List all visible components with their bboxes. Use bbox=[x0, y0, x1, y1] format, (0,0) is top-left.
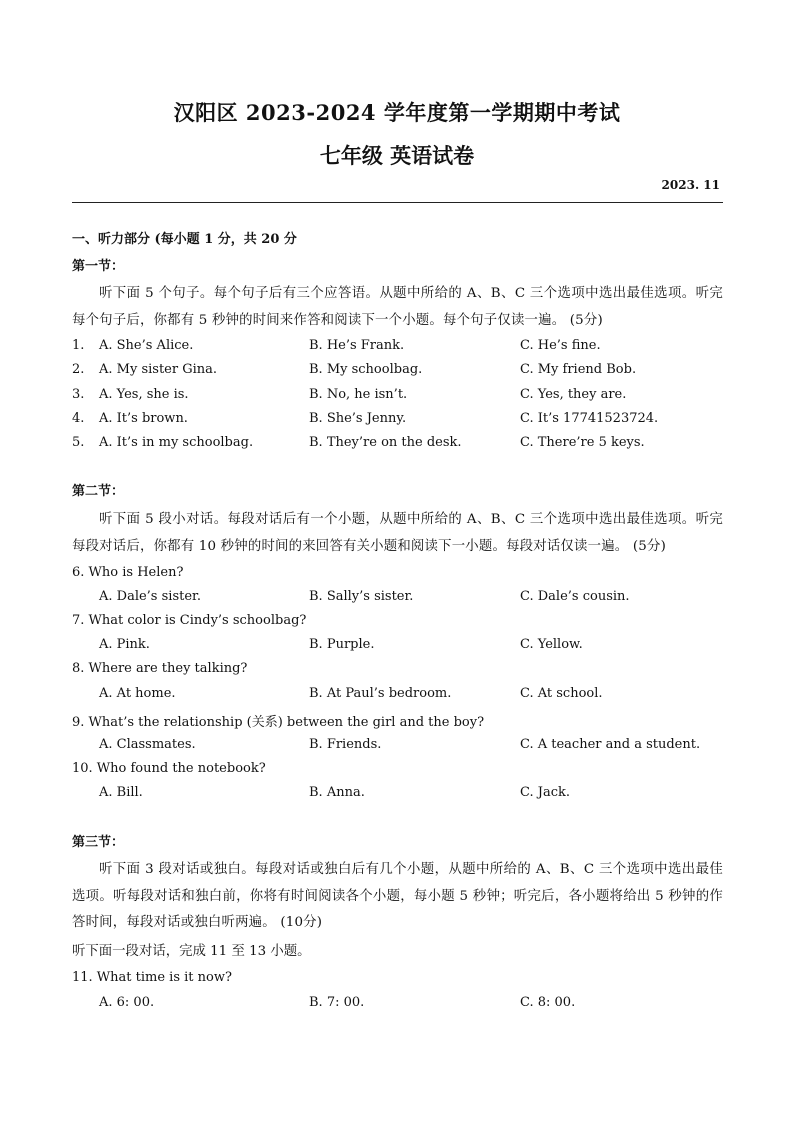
section3-sub-instruction: 听下面一段对话，完成 11 至 13 小题。 bbox=[72, 944, 311, 959]
option-a: A. She’s Alice. bbox=[99, 338, 194, 353]
section2-instructions: 听下面 5 段小对话。每段对话后有一个小题，从题中所给的 A、B、C 三个选项中选出最佳选项。听完每段对话后，你都有 10 秒钟的时间的来回答有关小题和阅读下一小题。每段对话仅读一遍。 (5分) bbox=[72, 512, 723, 554]
option-b: B. She’s Jenny. bbox=[309, 411, 407, 426]
option-b: B. Sally’s sister. bbox=[309, 589, 414, 604]
section1-label: 第一节： bbox=[72, 259, 125, 274]
item-number: 5. bbox=[72, 435, 85, 450]
option-a: A. Yes, she is. bbox=[99, 387, 189, 402]
option-c: C. There’re 5 keys. bbox=[520, 435, 645, 450]
option-a: A. At home. bbox=[99, 686, 176, 701]
question-text: 10. Who found the notebook? bbox=[72, 761, 266, 776]
option-c: C. Jack. bbox=[520, 785, 571, 800]
section2-label: 第二节： bbox=[72, 484, 125, 499]
section3-label: 第三节： bbox=[72, 835, 125, 850]
question-text: 11. What time is it now? bbox=[72, 970, 232, 985]
option-a: A. My sister Gina. bbox=[99, 362, 218, 377]
question-text: 9. What’s the relationship (关系) between the girl and the boy? bbox=[72, 715, 485, 730]
option-a: A. Dale’s sister. bbox=[99, 589, 201, 604]
item-number: 4. bbox=[72, 411, 85, 426]
option-a: A. 6: 00. bbox=[99, 995, 155, 1010]
option-c: C. At school. bbox=[520, 686, 603, 701]
question-text: 8. Where are they talking? bbox=[72, 661, 248, 676]
option-a: A. Bill. bbox=[99, 785, 143, 800]
section3-instructions: 听下面 3 段对话或独白。每段对话或独白后有几个小题，从题中所给的 A、B、C 三个选项中选出最佳选项。听每段对话和独白前，你将有时间阅读各个小题，每小题 5 秒钟；听完后，各小题将给出 5 秒钟的作答时间，每段对话或独白听两遍。 (10分) bbox=[72, 862, 723, 930]
option-b: B. He’s Frank. bbox=[309, 338, 405, 353]
option-c: C. Yellow. bbox=[520, 637, 583, 652]
option-b: B. At Paul’s bedroom. bbox=[309, 686, 452, 701]
item-number: 3. bbox=[72, 387, 85, 402]
option-c: C. It’s 17741523724. bbox=[520, 411, 659, 426]
header-divider bbox=[72, 202, 723, 203]
item-number: 2. bbox=[72, 362, 85, 377]
option-b: B. Purple. bbox=[309, 637, 375, 652]
part1-heading: 一、听力部分 (每小题 1 分，共 20 分 bbox=[72, 232, 297, 247]
option-a: A. Classmates. bbox=[99, 737, 196, 752]
option-c: C. A teacher and a student. bbox=[520, 737, 701, 752]
option-b: B. No, he isn’t. bbox=[309, 387, 408, 402]
exam-subtitle: 七年级 英语试卷 bbox=[319, 143, 475, 168]
option-c: C. Yes, they are. bbox=[520, 387, 627, 402]
option-a: A. It’s brown. bbox=[99, 411, 188, 426]
option-a: A. Pink. bbox=[99, 637, 150, 652]
item-number: 1. bbox=[72, 338, 85, 353]
option-c: C. Dale’s cousin. bbox=[520, 589, 630, 604]
option-b: B. My schoolbag. bbox=[309, 362, 423, 377]
option-b: B. 7: 00. bbox=[309, 995, 365, 1010]
section1-instructions: 听下面 5 个句子。每个句子后有三个应答语。从题中所给的 A、B、C 三个选项中选出最佳选项。听完每个句子后，你都有 5 秒钟的时间来作答和阅读下一个小题。每个句子仅读一遍。 (5分) bbox=[72, 286, 723, 328]
option-b: B. They’re on the desk. bbox=[309, 435, 462, 450]
exam-date: 2023. 11 bbox=[661, 178, 720, 192]
option-b: B. Anna. bbox=[309, 785, 365, 800]
question-text: 7. What color is Cindy’s schoolbag? bbox=[72, 613, 307, 628]
option-b: B. Friends. bbox=[309, 737, 382, 752]
option-a: A. It’s in my schoolbag. bbox=[99, 435, 254, 450]
option-c: C. 8: 00. bbox=[520, 995, 576, 1010]
option-c: C. My friend Bob. bbox=[520, 362, 637, 377]
question-text: 6. Who is Helen? bbox=[72, 565, 184, 580]
option-c: C. He’s fine. bbox=[520, 338, 601, 353]
exam-title: 汉阳区 2023-2024 学年度第一学期期中考试 bbox=[173, 100, 621, 125]
